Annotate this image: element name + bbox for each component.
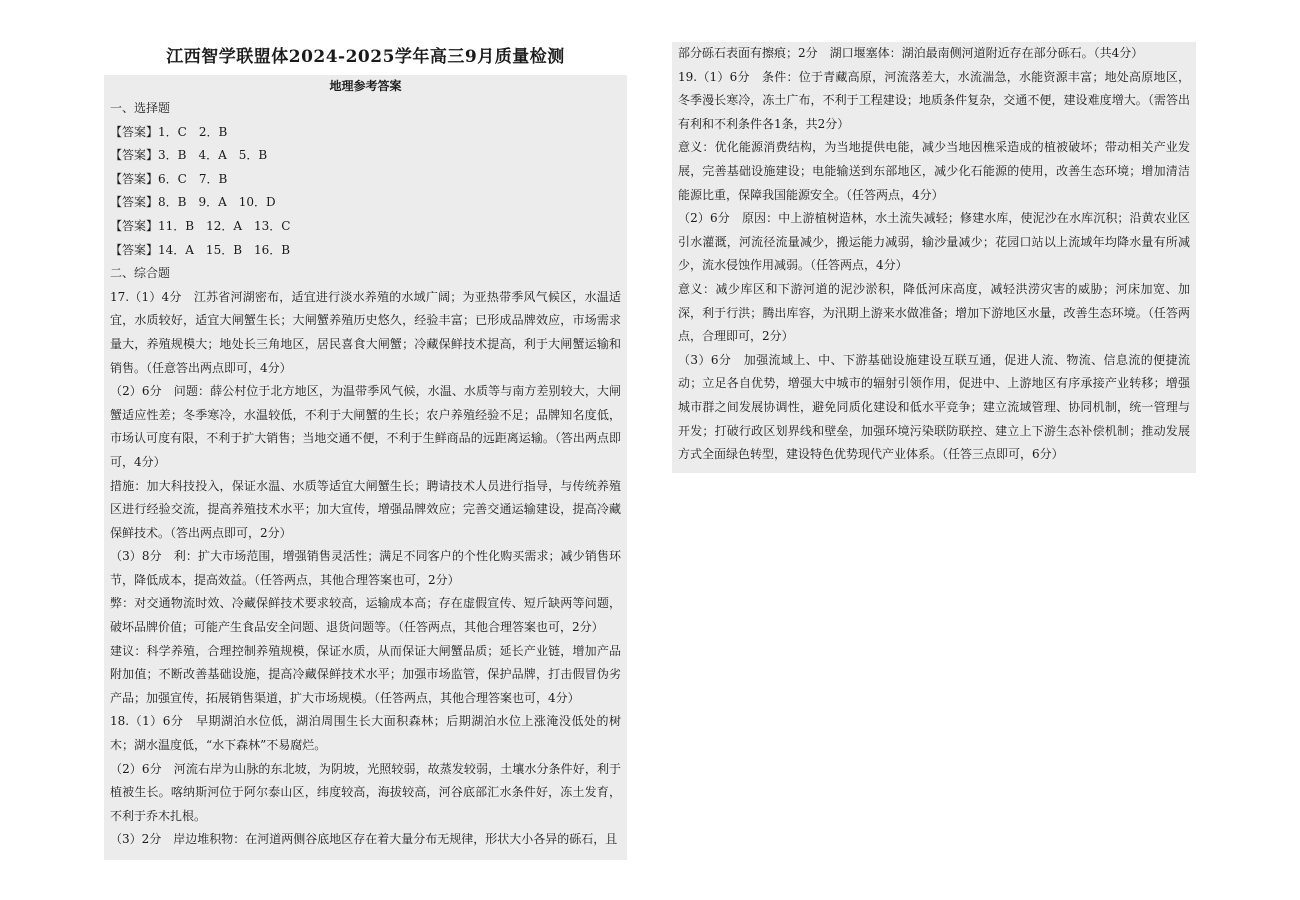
answer-paragraph: （3）6分 加强流域上、中、下游基础设施建设互联互通，促进人流、物流、信息流的便捷流动；立足各自优势，增强大中城市的辐射引领作用，促进中、上游地区有序承接产业转移；增强城市群之间发展协调性，避免同质化建设和低水平竞争；建立流域管理、协同机制，统一管理与开发；打破行政区划界线和壁垒，加强环境污染联防联控、建立上下游生态补偿机制；推动发展方式全面绿色转型，建设特色优势现代产业体系。（任答三点即可，6分） <box>678 352 1190 462</box>
answer-subtitle: 地理参考答案 <box>329 79 402 93</box>
answer-paragraph: （3）8分 利：扩大市场范围，增强销售灵活性；满足不同客户的个性化购买需求；减少销售环节，降低成本，提高效益。（任答两点，其他合理答案也可，2分） <box>110 549 621 587</box>
section-heading-comprehensive: 二、综合题 <box>110 266 171 281</box>
answer-line: 【答案】8．B 9．A 10．D <box>110 195 276 210</box>
right-column <box>672 42 1196 473</box>
answer-line: 【答案】3．B 4．A 5．B <box>110 148 268 163</box>
answer-paragraph: 部分砾石表面有擦痕；2分 湖口堰塞体：湖泊最南侧河道附近存在部分砾石。（共4分） <box>678 46 1144 60</box>
answer-paragraph: （2）6分 原因：中上游植树造林，水土流失减轻；修建水库，使泥沙在水库沉积；沿黄农业区引水灌溉，河流径流量减少，搬运能力减弱，输沙量减少；花园口站以上流域年均降水量有所减少，流水侵蚀作用减弱。（任答两点，4分） <box>678 211 1190 273</box>
answer-line: 【答案】11．B 12．A 13．C <box>110 218 291 233</box>
answer-paragraph: 19.（1）6分 条件：位于青藏高原，河流落差大，水流湍急，水能资源丰富；地处高原地区，冬季漫长寒冷，冻土广布，不利于工程建设；地质条件复杂，交通不便，建设难度增大。（需答出有利和不利条件各1条，共2分） <box>678 69 1190 131</box>
answer-paragraph: （2）6分 问题：薛公村位于北方地区，为温带季风气候，水温、水质等与南方差别较大，大闸蟹适应性差；冬季寒冷，水温较低，不利于大闸蟹的生长；农户养殖经验不足；品牌知名度低，市场认可度有限，不利于扩大销售；当地交通不便，不利于生鲜商品的远距离运输。（答出两点即可，4分） <box>110 384 621 469</box>
answer-paragraph: （2）6分 河流右岸为山脉的东北坡，为阴坡，光照较弱，故蒸发较弱，土壤水分条件好，利于植被生长。喀纳斯河位于阿尔泰山区，纬度较高，海拔较高，河谷底部汇水条件好，冻土发育，不利于乔木扎根。 <box>110 761 621 823</box>
answer-paragraph: 措施：加大科技投入，保证水温、水质等适宜大闸蟹生长；聘请技术人员进行指导，与传统养殖区进行经验交流，提高养殖技术水平；加大宣传，增强品牌效应；完善交通运输建设，提高冷藏保鲜技术。（答出两点即可，2分） <box>110 478 621 540</box>
section-heading-choice: 一、选择题 <box>110 101 171 115</box>
answer-line: 【答案】14．A 15．B 16．B <box>110 242 291 257</box>
answer-paragraph: （3）2分 岸边堆积物：在河道两侧谷底地区存在着大量分布无规律，形状大小各异的砾石，且 <box>110 832 618 847</box>
answer-paragraph: 意义：优化能源消费结构，为当地提供电能，减少当地因樵采造成的植被破坏；带动相关产业发展，完善基础设施建设；电能输送到东部地区，减少化石能源的使用，改善生态环境；增加清洁能源比重，保障我国能源安全。（任答两点，4分） <box>678 140 1190 202</box>
document-title: 江西智学联盟体2024-2025学年高三9月质量检测 <box>166 47 565 67</box>
answer-line: 【答案】1．C 2．B <box>110 124 228 139</box>
answer-paragraph: 弊：对交通物流时效、冷藏保鲜技术要求较高，运输成本高；存在虚假宣传、短斤缺两等问题，破坏品牌价值；可能产生食品安全问题、退货问题等。（任答两点，其他合理答案也可，2分） <box>110 596 621 635</box>
answer-paragraph: 建议：科学养殖，合理控制养殖规模，保证水质，从而保证大闸蟹品质；延长产业链，增加产品附加值；不断改善基础设施，提高冷藏保鲜技术水平；加强市场监管，保护品牌，打击假冒伪劣产品；加强宣传，拓展销售渠道，扩大市场规模。（任答两点，其他合理答案也可，4分） <box>110 643 621 705</box>
answer-line: 【答案】6．C 7．B <box>110 171 228 186</box>
answer-paragraph: 17.（1）4分 江苏省河湖密布，适宜进行淡水养殖的水域广阔；为亚热带季风气候区，水温适宜，水质较好，适宜大闸蟹生长；大闸蟹养殖历史悠久，经验丰富；已形成品牌效应，市场需求量大，养殖规模大；地处长三角地区，居民喜食大闸蟹；冷藏保鲜技术提高，利于大闸蟹运输和销售。（任意答出两点即可，4分） <box>110 289 621 375</box>
left-column <box>104 75 627 860</box>
answer-paragraph: 意义：减少库区和下游河道的泥沙淤积，降低河床高度，减轻洪涝灾害的威胁；河床加宽、加深，利于行洪；腾出库容，为汛期上游来水做准备；增加下游地区水量，改善生态环境。（任答两点，合理即可，2分） <box>678 281 1190 344</box>
answer-paragraph: 18.（1）6分 早期湖泊水位低，湖泊周围生长大面积森林；后期湖泊水位上涨淹没低处的树木；湖水温度低，“水下森林”不易腐烂。 <box>110 714 621 753</box>
